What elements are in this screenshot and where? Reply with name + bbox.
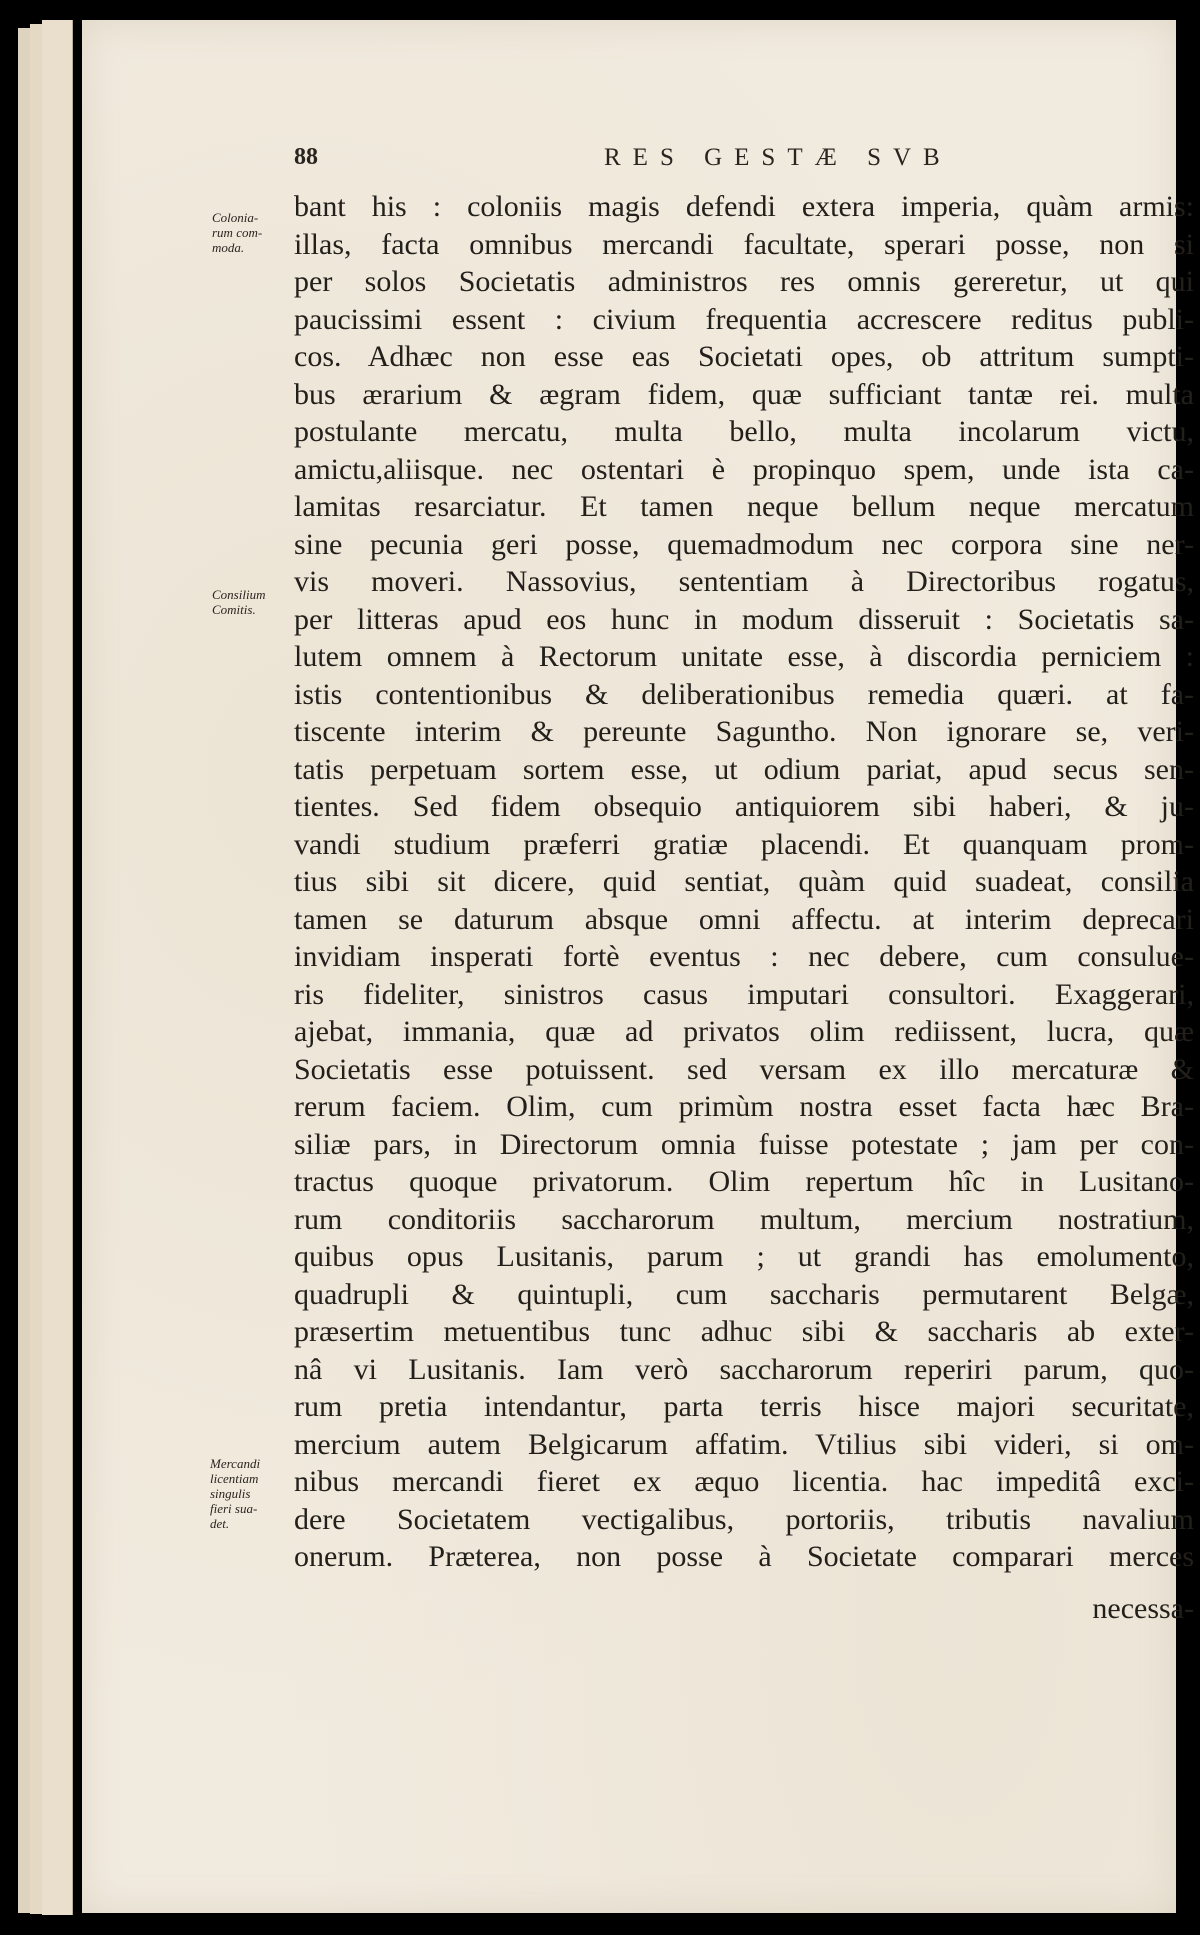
text-line: istis contentionibus & deliberationibus remedia quæri. at fa- xyxy=(294,677,1194,711)
text-line: bant his : coloniis magis defendi extera imperia, quàm armis: xyxy=(294,190,1194,223)
text-line: tractus quoque privatorum. Olim repertum hîc in Lusitano- xyxy=(294,1165,1194,1198)
page-edge xyxy=(42,20,73,1915)
text-line: ris fideliter, sinistros casus imputari consultori. Exaggerari, xyxy=(294,977,1194,1011)
text-line: tamen se daturum absque omni affectu. at interim deprecari xyxy=(294,902,1194,936)
text-line: præsertim metuentibus tunc adhuc sibi & saccharis ab exter- xyxy=(294,1315,1194,1348)
book-page xyxy=(82,20,1194,1913)
margin-note-line: moda. xyxy=(212,240,245,255)
margin-note-line: licentiam xyxy=(210,1471,259,1486)
text-line: cos. Adhæc non esse eas Societati opes, ob attritum sumpti- xyxy=(294,340,1194,373)
margin-note-line: rum com- xyxy=(212,225,263,240)
text-line: tientes. Sed fidem obsequio antiquiorem sibi haberi, & ju- xyxy=(294,790,1194,823)
margin-note xyxy=(212,587,265,617)
text-line: nâ vi Lusitanis. Iam verò saccharorum reperiri parum, quo- xyxy=(294,1352,1194,1386)
text-line: amictu,aliisque. nec ostentari è propinquo spem, unde ista ca- xyxy=(294,452,1194,486)
text-line: dere Societatem vectigalibus, portoriis, tributis navalium xyxy=(294,1502,1194,1536)
text-line: sine pecunia geri posse, quemadmodum nec corpora sine ner- xyxy=(294,527,1194,561)
text-line: siliæ pars, in Directorum omnia fuisse potestate ; jam per con- xyxy=(294,1127,1194,1161)
text-line: onerum. Præterea, non posse à Societate comparari merces xyxy=(294,1540,1194,1573)
text-line: tius sibi sit dicere, quid sentiat, quàm quid suadeat, consilia xyxy=(294,865,1194,898)
running-title: RES GESTÆ SVB xyxy=(604,144,952,171)
text-line: per litteras apud eos hunc in modum disseruit : Societatis sa- xyxy=(294,602,1194,636)
text-line: lutem omnem à Rectorum unitate esse, à discordia perniciem : xyxy=(294,640,1194,673)
margin-note-line: Consilium xyxy=(212,587,266,602)
margin-note-line: det. xyxy=(210,1516,230,1531)
text-line: lamitas resarciatur. Et tamen neque bellum neque mercatum xyxy=(294,490,1194,523)
margin-note-line: singulis xyxy=(210,1486,251,1501)
margin-note-line: Colonia- xyxy=(212,210,259,225)
text-line: vandi studium præferri gratiæ placendi. Et quanquam prom- xyxy=(294,827,1194,861)
body-text xyxy=(294,188,1194,1576)
text-line: per solos Societatis administros res omnis gereretur, ut qui xyxy=(294,265,1194,298)
text-line: vis moveri. Nassovius, sententiam à Directoribus rogatus, xyxy=(294,565,1194,598)
text-line: paucissimi essent : civium frequentia accrescere reditus publi- xyxy=(294,302,1194,336)
margin-note-line: Mercandi xyxy=(210,1456,261,1471)
margin-note xyxy=(212,210,262,255)
text-line: nibus mercandi fieret ex æquo licentia. hac impeditâ exci- xyxy=(294,1465,1194,1498)
margin-note-line: Comitis. xyxy=(212,602,256,617)
text-line: bus ærarium & ægram fidem, quæ sufficiant tantæ rei. multa xyxy=(294,377,1194,411)
margin-note-line: fieri sua- xyxy=(210,1501,258,1516)
catchword: necessa- xyxy=(1092,1592,1194,1625)
text-line: rum pretia intendantur, parta terris hisce majori securitate, xyxy=(294,1390,1194,1423)
text-line: quibus opus Lusitanis, parum ; ut grandi has emolumento, xyxy=(294,1240,1194,1273)
margin-note xyxy=(210,1456,260,1531)
text-line: quadrupli & quintupli, cum saccharis permutarent Belgæ, xyxy=(294,1277,1194,1311)
page-number: 88 xyxy=(294,144,318,170)
text-line: rum conditoriis saccharorum multum, mercium nostratium, xyxy=(294,1202,1194,1236)
text-line: illas, facta omnibus mercandi facultate, sperari posse, non si xyxy=(294,227,1194,261)
text-line: tiscente interim & pereunte Saguntho. Non ignorare se, veri- xyxy=(294,715,1194,748)
running-head xyxy=(294,144,1194,184)
text-line: invidiam insperati fortè eventus : nec debere, cum consulue- xyxy=(294,940,1194,973)
text-line: mercium autem Belgicarum affatim. Vtilius sibi videri, si om- xyxy=(294,1427,1194,1461)
text-line: postulante mercatu, multa bello, multa incolarum victu, xyxy=(294,415,1194,448)
text-line: ajebat, immania, quæ ad privatos olim rediissent, lucra, quæ xyxy=(294,1015,1194,1048)
text-line: rerum faciem. Olim, cum primùm nostra esset facta hæc Bra- xyxy=(294,1090,1194,1123)
text-line: Societatis esse potuissent. sed versam ex illo mercaturæ & xyxy=(294,1052,1194,1086)
text-line: tatis perpetuam sortem esse, ut odium pariat, apud secus sen- xyxy=(294,752,1194,786)
